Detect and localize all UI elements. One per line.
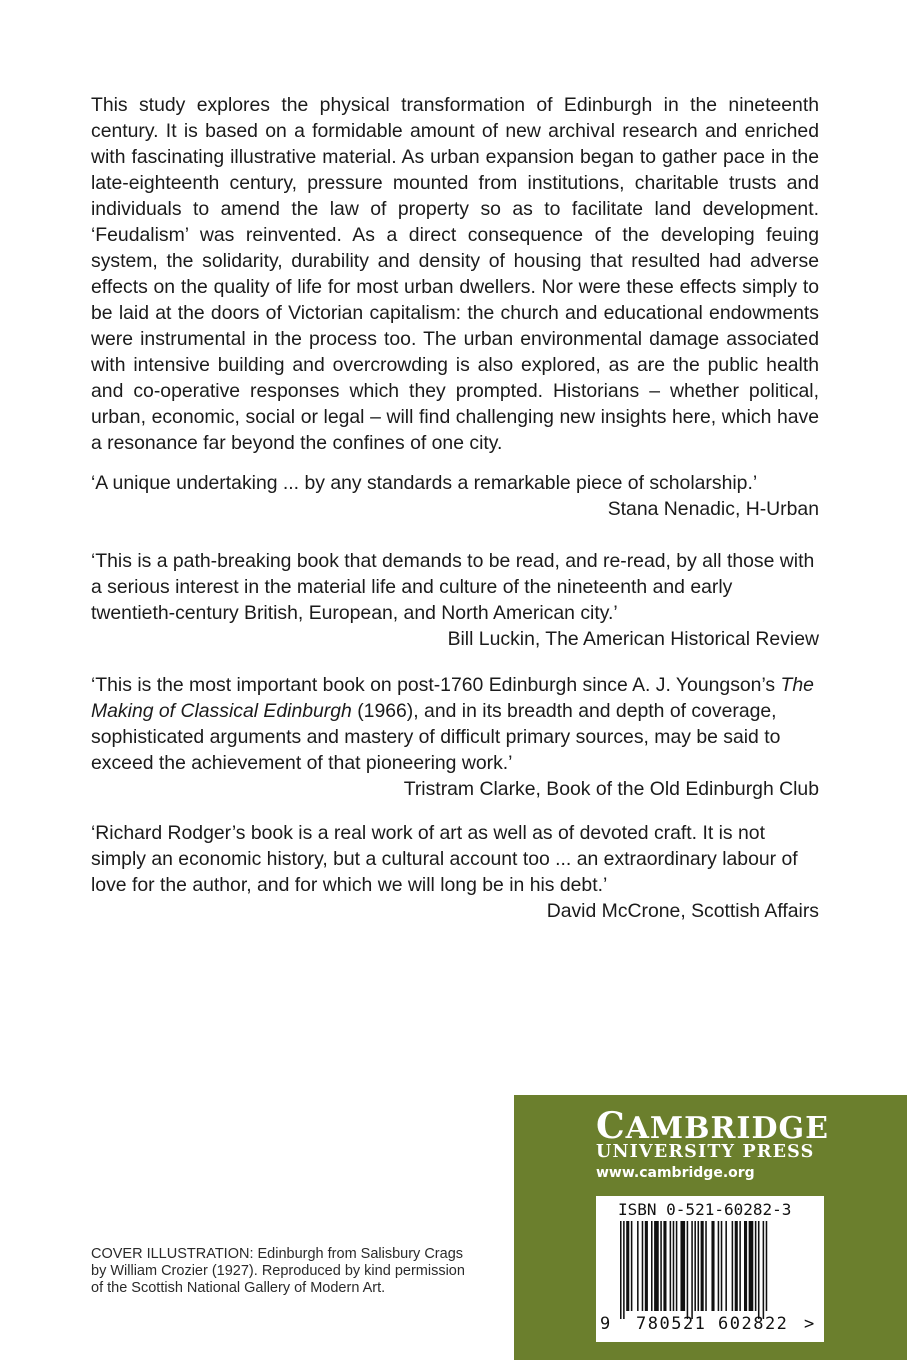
cited-book-title: The Making of Classical Edinburgh bbox=[91, 674, 814, 722]
barcode-bar bbox=[744, 1221, 747, 1311]
review-2 bbox=[91, 548, 819, 652]
blurb-paragraph: This study explores the physical transformation of Edinburgh in the nineteenth century. It is based on a formidable amount of new archival research and enriched with fascinating illustrative material. As urban expansion began to gather pace in the late-eighteenth century, pressure mounted from institutions, charitable trusts and individuals to amend the law of property so as to facilitate land development. ‘Feudalism’ was reinvented. As a direct consequence of the developing feuing system, the solidarity, durability and density of housing that resulted had adverse effects on the quality of life for most urban dwellers. Nor were these effects simply to be laid at the doors of Victorian capitalism: the church and educational endowments were instrumental in the process too. The urban environmental damage associated with intensive building and overcrowding is also explored, as are the public health and co-operative responses which they prompted. Historians – whether political, urban, economic, social or legal – will find challenging new insights here, which have a resonance far beyond the confines of one city. bbox=[91, 94, 819, 454]
barcode-bar bbox=[749, 1221, 754, 1311]
isbn-barcode bbox=[596, 1196, 824, 1342]
barcode-bar bbox=[645, 1221, 648, 1311]
barcode-bar bbox=[718, 1221, 720, 1311]
review-quote-end: (1966), and in its breadth and depth of coverage, sophisticated arguments and mastery of difficult primary sources, may be said to exceed the achievement of that pioneering work.’ bbox=[91, 700, 781, 774]
barcode-bar bbox=[660, 1221, 662, 1311]
barcode-bar bbox=[670, 1221, 672, 1311]
barcode-bar bbox=[651, 1221, 653, 1311]
review-quote bbox=[91, 672, 819, 776]
barcode-bar bbox=[642, 1221, 644, 1311]
barcode-bar bbox=[680, 1221, 685, 1311]
barcode-bar bbox=[637, 1221, 639, 1311]
barcode-bar bbox=[623, 1221, 625, 1319]
barcode-bar bbox=[694, 1221, 696, 1311]
barcode-bar bbox=[626, 1221, 629, 1311]
barcode-bar bbox=[766, 1221, 768, 1311]
barcode-bar bbox=[763, 1221, 765, 1319]
barcode-bar bbox=[725, 1221, 727, 1311]
barcode-digit-first: 9 bbox=[600, 1314, 611, 1334]
barcode-bar bbox=[698, 1221, 700, 1311]
barcode-bar bbox=[705, 1221, 707, 1311]
barcode-bar bbox=[663, 1221, 666, 1311]
review-source: Tristram Clarke, Book of the Old Edinburgh Club bbox=[403, 778, 819, 800]
barcode-bar bbox=[721, 1221, 723, 1311]
barcode-bar bbox=[654, 1221, 659, 1311]
review-source: David McCrone, Scottish Affairs bbox=[546, 900, 819, 922]
barcode-bar bbox=[620, 1221, 622, 1319]
barcode-digits-left: 780521 bbox=[636, 1314, 707, 1334]
isbn-label: ISBN 0-521-60282-3 bbox=[618, 1200, 792, 1219]
review-quote: ‘Richard Rodger’s book is a real work of art as well as of devoted craft. It is not simply an economic history, but a cultural account too ... an extraordinary labour of love for the author, and for which we will long be in his debt.’ bbox=[91, 822, 798, 896]
barcode-bar bbox=[687, 1221, 689, 1319]
review-quote: ‘This is a path-breaking book that demands to be read, and re-read, by all those with a serious interest in the material life and culture of the nineteenth and early twentieth-century British, European, and North American city.’ bbox=[91, 550, 815, 624]
barcode-bar bbox=[691, 1221, 693, 1319]
review-quote: ‘A unique undertaking ... by any standards a remarkable piece of scholarship.’ bbox=[91, 472, 758, 494]
barcode-bar bbox=[631, 1221, 633, 1311]
review-quote-start: ‘This is the most important book on post-1760 Edinburgh since A. J. Youngson’s bbox=[91, 674, 781, 696]
barcode-bar bbox=[735, 1221, 738, 1311]
publisher-name-initial: C bbox=[596, 1105, 626, 1147]
publisher-panel bbox=[514, 1095, 907, 1360]
review-3 bbox=[91, 672, 819, 802]
review-source: Bill Luckin, The American Historical Review bbox=[447, 628, 819, 650]
review-1 bbox=[91, 470, 819, 522]
cover-credit-line: by William Crozier (1927). Reproduced by kind permission bbox=[91, 1263, 465, 1279]
barcode-bar bbox=[739, 1221, 741, 1311]
publisher-name-rest: AMBRIDGE bbox=[625, 1111, 829, 1146]
publisher-website: www.cambridge.org bbox=[596, 1165, 755, 1181]
publisher-subtitle: UNIVERSITY PRESS bbox=[596, 1142, 815, 1162]
barcode-bars bbox=[620, 1221, 802, 1319]
back-cover-blurb bbox=[91, 92, 819, 456]
barcode-bar bbox=[711, 1221, 714, 1311]
review-source: Stana Nenadic, H-Urban bbox=[607, 498, 819, 520]
barcode-bar bbox=[755, 1221, 757, 1311]
barcode-bar bbox=[758, 1221, 760, 1319]
cover-credit-line: of the Scottish National Gallery of Modern Art. bbox=[91, 1280, 386, 1296]
review-4 bbox=[91, 820, 819, 924]
cover-illustration-credit bbox=[91, 1246, 511, 1297]
barcode-bar bbox=[673, 1221, 675, 1311]
publisher-logo-name bbox=[596, 1105, 829, 1147]
cover-credit-line: COVER ILLUSTRATION: Edinburgh from Salisbury Crags bbox=[91, 1246, 464, 1262]
barcode-arrow: > bbox=[804, 1314, 815, 1334]
barcode-bar bbox=[676, 1221, 678, 1311]
barcode-bar bbox=[732, 1221, 734, 1311]
barcode-digits-right: 602822 bbox=[718, 1314, 789, 1334]
barcode-bar bbox=[701, 1221, 704, 1311]
